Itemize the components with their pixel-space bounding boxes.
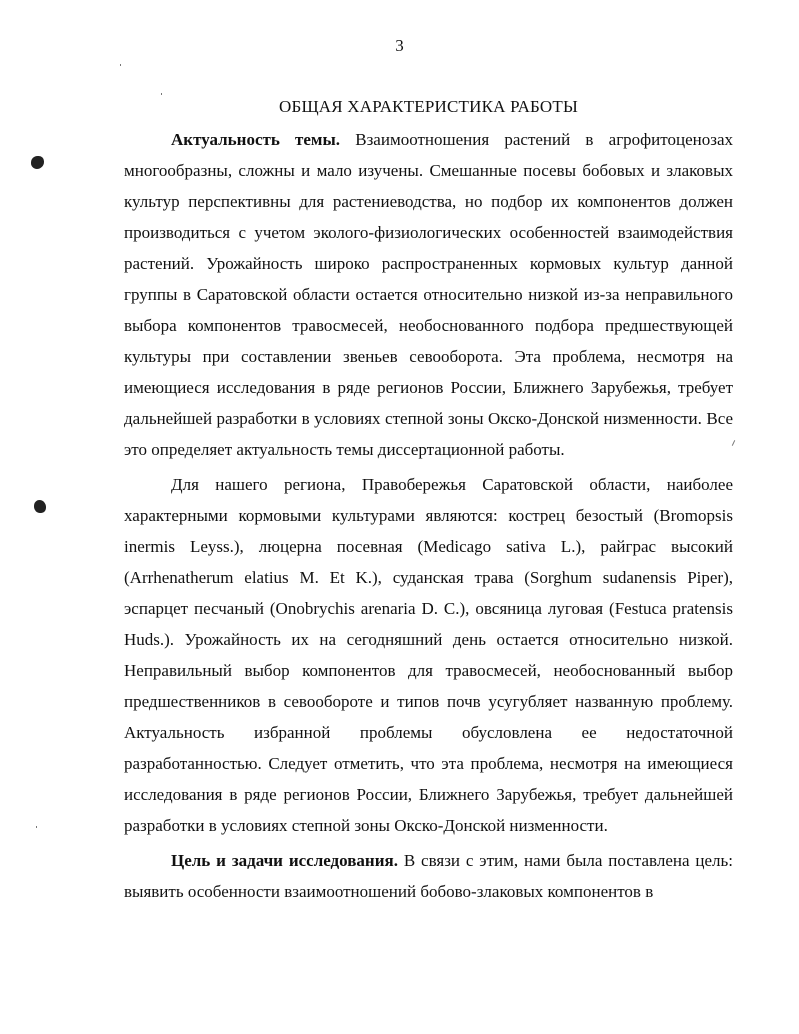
scan-speck — [36, 826, 37, 828]
paragraph-text: Для нашего региона, Правобережья Саратовской области, наиболее характерными кормовыми культурами являются: кострец безостый (Bromopsis inermis Leyss.), люцерна посевная (Medicago sativa L.), райграс высокий (Arrhenatherum elatius M. Et K.), суданская трава (Sorghum sudanensis Piper), эспарцет песчаный (Onobrychis arenaria D. C.), овсяница луговая (Festuca pratensis Huds.). Урожайность их на сегодняшний день остается относительно низкой. Неправильный выбор компонентов для травосмесей, необоснованный выбор предшественников в севообороте и типов почв усугубляет названную проблему. Актуальность избранной проблемы обусловлена ее недостаточной разработанностью. Следует отметить, что эта проблема, несмотря на имеющиеся исследования в ряде регионов России, Ближнего Зарубежья, требует дальнейшей разработки в условиях степной зоны Окско-Донской низменности. — [124, 475, 733, 835]
paragraph-relevance — [124, 124, 733, 465]
paragraph-lead: Цель и задачи исследования. — [171, 851, 398, 870]
paragraph-text: Взаимоотношения растений в агрофитоценозах многообразны, сложны и мало изучены. Смешанные посевы бобовых и злаковых культур перспективны для растениеводства, но подбор их компонентов должен производиться с учетом эколого-физиологических особенностей взаимодействия растений. Урожайность широко распространенных кормовых культур данной группы в Саратовской области остается относительно низкой из-за неправильного выбора компонентов травосмесей, необоснованного подбора предшествующей культуры при составлении звеньев севооборота. Эта проблема, несмотря на имеющиеся исследования в ряде регионов России, Ближнего Зарубежья, требует дальнейшей разработки в условиях степной зоны Окско-Донской низменности. Все это определяет актуальность темы диссертационной работы. — [124, 130, 733, 459]
scan-speck — [120, 64, 121, 66]
scan-speck — [161, 93, 162, 95]
paragraph-lead: Актуальность темы. — [171, 130, 341, 149]
body-text — [124, 124, 733, 911]
page-number: 3 — [395, 36, 404, 55]
paragraph-region — [124, 469, 733, 841]
paragraph-goals — [124, 845, 733, 907]
paragraph-text: В связи с этим, нами была поставлена цель: выявить особенности взаимоотношений бобово-злаковых компонентов в — [124, 851, 733, 901]
ink-blot-mark — [34, 500, 46, 513]
section-heading: ОБЩАЯ ХАРАКТЕРИСТИКА РАБОТЫ — [279, 97, 578, 116]
ink-blot-mark — [31, 156, 44, 169]
